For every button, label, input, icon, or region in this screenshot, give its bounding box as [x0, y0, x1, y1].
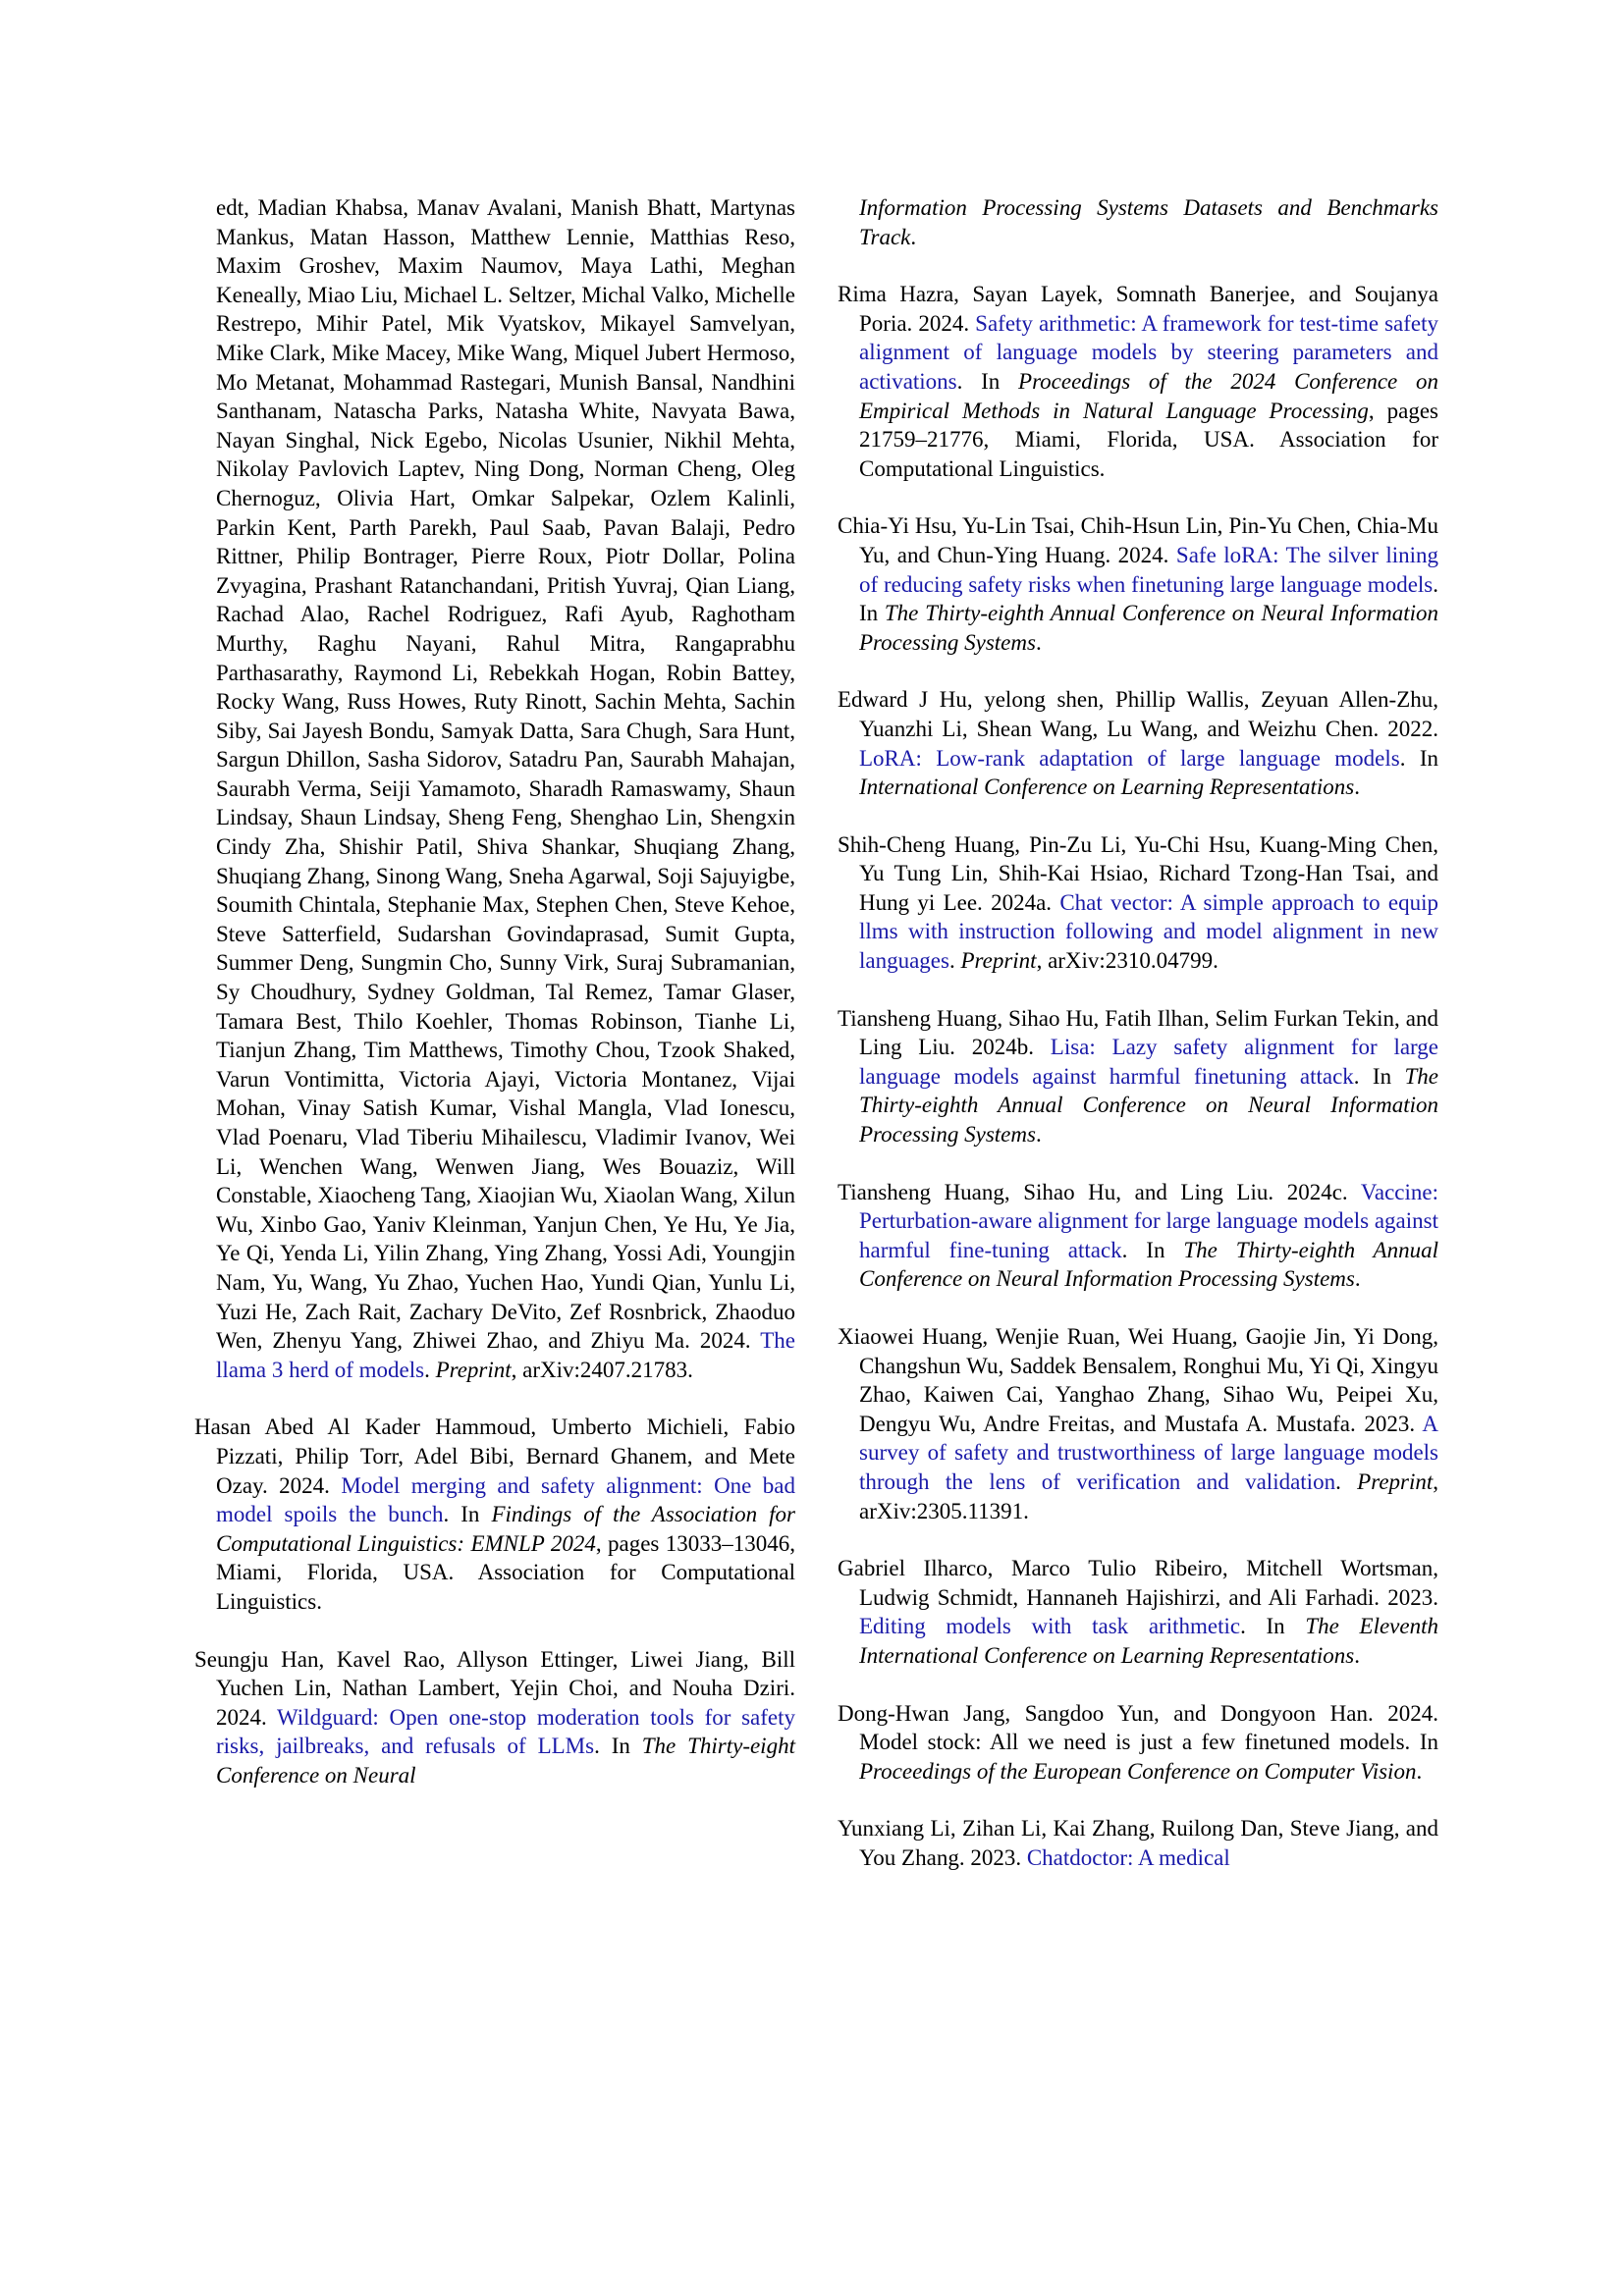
reference-title-link[interactable]: Safe loRA: The silver lining of reducing safety risks when finetuning large language models [859, 542, 1438, 597]
reference-authors: Seungju Han, Kavel Rao, Allyson Ettinger, Liwei Jiang, Bill Yuchen Lin, Nathan Lambert, Yejin Choi, and Nouha Dziri. 2024. [194, 1646, 795, 1730]
references-right-column [838, 193, 1438, 1901]
reference-separator: . In [1240, 1614, 1306, 1639]
reference-authors: Tiansheng Huang, Sihao Hu, Fatih Ilhan, Selim Furkan Tekin, and Ling Liu. 2024b. [838, 1005, 1438, 1060]
reference-entry [838, 193, 1438, 251]
reference-separator: . In [1353, 1063, 1405, 1089]
reference-entry [194, 1413, 795, 1616]
reference-authors: Yunxiang Li, Zihan Li, Kai Zhang, Ruilong Dan, Steve Jiang, and You Zhang. 2023. [838, 1816, 1438, 1870]
reference-title-link[interactable]: Model merging and safety alignment: One bad model spoils the bunch [216, 1472, 795, 1527]
reference-details: , pages 13033–13046, Miami, Florida, USA. Association for Computational Linguistics. [216, 1530, 796, 1614]
reference-venue: Proceedings of the European Conference on Computer Vision [859, 1758, 1417, 1784]
reference-separator: . In [594, 1734, 642, 1759]
reference-details: . [1354, 1642, 1360, 1668]
reference-separator: . In [1121, 1237, 1184, 1262]
reference-details: , pages 21759–21776, Miami, Florida, USA. Association for Computational Linguistics. [859, 398, 1439, 481]
reference-details: . [1416, 1758, 1423, 1784]
reference-entry [838, 1554, 1438, 1670]
reference-details: . [1354, 774, 1360, 800]
reference-details: . [1035, 1122, 1042, 1148]
reference-details: , arXiv:2305.11391. [859, 1468, 1439, 1523]
reference-title-link[interactable]: Safety arithmetic: A framework for test-time safety alignment of language models by steering parameters and activations [859, 310, 1438, 394]
reference-details: , arXiv:2310.04799. [1036, 948, 1218, 974]
reference-separator: . [948, 948, 961, 974]
references-left-column [194, 193, 795, 1818]
reference-title-link[interactable]: A survey of safety and trustworthiness of large language models through the lens of verification and validation [859, 1411, 1438, 1494]
reference-separator: . In [443, 1502, 492, 1527]
reference-authors: Shih-Cheng Huang, Pin-Zu Li, Yu-Chi Hsu, Kuang-Ming Chen, Yu Tung Lin, Shih-Kai Hsiao, Richard Tzong-Han Tsai, and Hung yi Lee. 2024a. [838, 831, 1438, 915]
reference-authors: Gabriel Ilharco, Marco Tulio Ribeiro, Mitchell Wortsman, Ludwig Schmidt, Hannaneh Hajishirzi, and Ali Farhadi. 2023. [838, 1556, 1438, 1610]
reference-venue: The Eleventh International Conference on Learning Representations [859, 1614, 1438, 1668]
reference-details: . [1354, 1266, 1361, 1292]
reference-title-link[interactable]: Wildguard: Open one-stop moderation tools for safety risks, jailbreaks, and refusals of LLMs [216, 1704, 795, 1759]
reference-authors: Edward J Hu, yelong shen, Phillip Wallis, Zeyuan Allen-Zhu, Yuanzhi Li, Shean Wang, Lu Wang, and Weizhu Chen. 2022. [838, 687, 1438, 741]
reference-title-link[interactable]: LoRA: Low-rank adaptation of large language models [859, 745, 1400, 771]
reference-entry [838, 685, 1438, 801]
reference-entry [838, 511, 1438, 657]
reference-venue: The Thirty-eighth Annual Conference on Neural Information Processing Systems [859, 1063, 1438, 1148]
reference-separator: . [1335, 1468, 1358, 1494]
reference-title-link[interactable]: Editing models with task arithmetic [859, 1614, 1241, 1639]
reference-separator: . [424, 1357, 436, 1382]
reference-venue: Proceedings of the 2024 Conference on Empirical Methods in Natural Language Processing [859, 368, 1438, 423]
reference-authors: Xiaowei Huang, Wenjie Ruan, Wei Huang, Gaojie Jin, Yi Dong, Changshun Wu, Saddek Bensalem, Ronghui Mu, Yi Qi, Xingyu Zhao, Kaiwen Cai, Yanghao Zhang, Sihao Wu, Peipei Xu, Dengyu Wu, Andre Freitas, and Mustafa A. Mustafa. 2023. [838, 1324, 1438, 1436]
reference-authors: Hasan Abed Al Kader Hammoud, Umberto Michieli, Fabio Pizzati, Philip Torr, Adel Bibi, Bernard Ghanem, and Mete Ozay. 2024. [194, 1415, 795, 1498]
reference-entry [838, 280, 1438, 483]
reference-entry [838, 830, 1438, 976]
reference-entry [194, 1645, 795, 1790]
reference-separator: . In [859, 571, 1438, 626]
reference-venue: International Conference on Learning Representations [859, 774, 1355, 800]
reference-details: , arXiv:2407.21783. [511, 1357, 693, 1382]
reference-title-link[interactable]: Lisa: Lazy safety alignment for large language models against harmful finetuning attack [859, 1035, 1438, 1089]
reference-venue: Information Processing Systems Datasets and Benchmarks Track [859, 195, 1438, 249]
reference-details: . [910, 224, 917, 249]
reference-separator: . In [1399, 745, 1438, 771]
reference-entry [838, 1178, 1438, 1294]
reference-authors: Tiansheng Huang, Sihao Hu, and Ling Liu. 2024c. [838, 1179, 1361, 1204]
reference-venue: The Thirty-eighth Annual Conference on Neural Information Processing Systems [859, 1237, 1438, 1292]
reference-venue: The Thirty-eighth Annual Conference on Neural Information Processing Systems [859, 601, 1438, 655]
reference-entry [838, 1322, 1438, 1525]
reference-title-link[interactable]: Chatdoctor: A medical [1026, 1844, 1230, 1870]
reference-venue: Findings of the Association for Computational Linguistics: EMNLP 2024 [216, 1502, 795, 1556]
reference-title-link[interactable]: Chat vector: A simple approach to equip llms with instruction following and model alignment in new languages [859, 889, 1438, 974]
reference-authors: Dong-Hwan Jang, Sangdoo Yun, and Dongyoon Han. 2024. Model stock: All we need is just a few finetuned models. In [838, 1700, 1438, 1755]
reference-venue: Preprint [960, 948, 1037, 974]
reference-authors: Chia-Yi Hsu, Yu-Lin Tsai, Chih-Hsun Lin, Pin-Yu Chen, Chia-Mu Yu, and Chun-Ying Huang. 2024. [838, 513, 1438, 567]
reference-separator: . In [956, 368, 1019, 394]
reference-authors: edt, Madian Khabsa, Manav Avalani, Manish Bhatt, Martynas Mankus, Matan Hasson, Matthew Lennie, Matthias Reso, Maxim Groshev, Maxim Naumov, Maya Lathi, Meghan Keneally, Miao Liu, Michael L. Seltzer, Michal Valko, Michelle Restrepo, Mihir Patel, Mik Vyatskov, Mikayel Samvelyan, Mike Clark, Mike Macey, Mike Wang, Miquel Jubert Hermoso, Mo Metanat, Mohammad Rastegari, Munish Bansal, Nandhini Santhanam, Natascha Parks, Natasha White, Navyata Bawa, Nayan Singhal, Nick Egebo, Nicolas Usunier, Nikhil Mehta, Nikolay Pavlovich Laptev, Ning Dong, Norman Cheng, Oleg Chernoguz, Olivia Hart, Omkar Salpekar, Ozlem Kalinli, Parkin Kent, Parth Parekh, Paul Saab, Pavan Balaji, Pedro Rittner, Philip Bontrager, Pierre Roux, Piotr Dollar, Polina Zvyagina, Prashant Ratanchandani, Pritish Yuvraj, Qian Liang, Rachad Alao, Rachel Rodriguez, Rafi Ayub, Raghotham Murthy, Raghu Nayani, Rahul Mitra, Rangaprabhu Parthasarathy, Raymond Li, Rebekkah Hogan, Robin Battey, Rocky Wang, Russ Howes, Ruty Rinott, Sachin Mehta, Sachin Siby, Sai Jayesh Bondu, Samyak Datta, Sara Chugh, Sara Hunt, Sargun Dhillon, Sasha Sidorov, Satadru Pan, Saurabh Mahajan, Saurabh Verma, Seiji Yamamoto, Sharadh Ramaswamy, Shaun Lindsay, Shaun Lindsay, Sheng Feng, Shenghao Lin, Shengxin Cindy Zha, Shishir Patil, Shiva Shankar, Shuqiang Zhang, Shuqiang Zhang, Sinong Wang, Sneha Agarwal, Soji Sajuyigbe, Soumith Chintala, Stephanie Max, Stephen Chen, Steve Kehoe, Steve Satterfield, Sudarshan Govindaprasad, Sumit Gupta, Summer Deng, Sungmin Cho, Sunny Virk, Suraj Subramanian, Sy Choudhury, Sydney Goldman, Tal Remez, Tamar Glaser, Tamara Best, Thilo Koehler, Thomas Robinson, Tianhe Li, Tianjun Zhang, Tim Matthews, Timothy Chou, Tzook Shaked, Varun Vontimitta, Victoria Ajayi, Victoria Montanez, Vijai Mohan, Vinay Satish Kumar, Vishal Mangla, Vlad Ionescu, Vlad Poenaru, Vlad Tiberiu Mihailescu, Vladimir Ivanov, Wei Li, Wenchen Wang, Wenwen Jiang, Wes Bouaziz, Will Constable, Xiaocheng Tang, Xiaojian Wu, Xiaolan Wang, Xilun Wu, Xinbo Gao, Yaniv Kleinman, Yanjun Chen, Ye Hu, Ye Jia, Ye Qi, Yenda Li, Yilin Zhang, Ying Zhang, Yossi Adi, Youngjin Nam, Yu, Wang, Yu Zhao, Yuchen Hao, Yundi Qian, Yunlu Li, Yuzi He, Zach Rait, Zachary DeVito, Zef Rosnbrick, Zhaoduo Wen, Zhenyu Yang, Zhiwei Zhao, and Zhiyu Ma. 2024. [216, 195, 795, 1354]
reference-entry [838, 1814, 1438, 1872]
reference-entry [838, 1004, 1438, 1149]
reference-title-link[interactable]: Vaccine: Perturbation-aware alignment for large language models against harmful fine-tuning attack [859, 1179, 1438, 1262]
reference-venue: Preprint [435, 1357, 512, 1382]
reference-title-link[interactable]: The llama 3 herd of models [216, 1328, 795, 1382]
reference-entry [194, 193, 795, 1384]
reference-venue: Preprint [1357, 1468, 1434, 1494]
reference-authors: Rima Hazra, Sayan Layek, Somnath Banerjee, and Soujanya Poria. 2024. [838, 282, 1438, 336]
reference-venue: The Thirty-eight Conference on Neural [216, 1734, 795, 1788]
reference-entry [838, 1699, 1438, 1787]
reference-details: . [1035, 629, 1042, 655]
